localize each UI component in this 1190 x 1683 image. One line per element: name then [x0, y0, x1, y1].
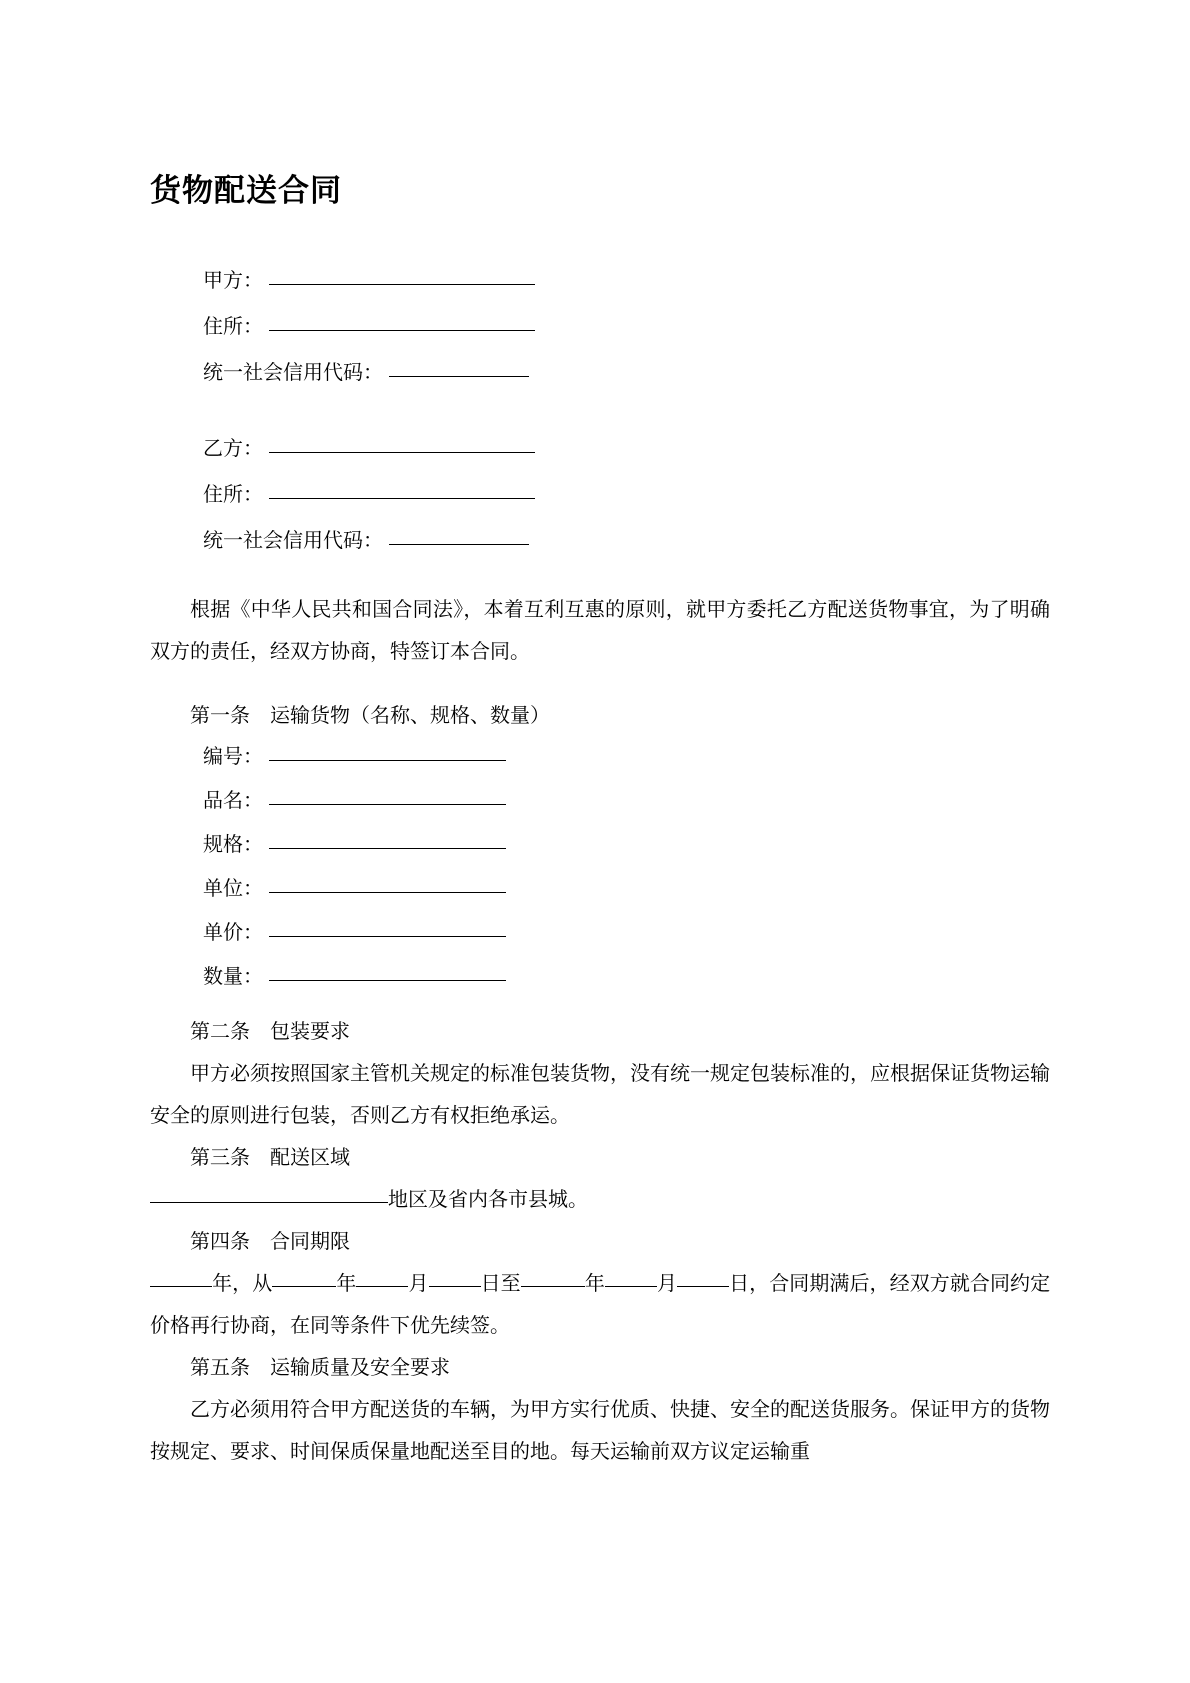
term-tail-text: 双方就合同约定价格再行协商，在同等条件下优先续签。 — [150, 1273, 1051, 1338]
term-end-month-unit: 月 — [656, 1273, 678, 1296]
field-label: 编号： — [203, 746, 263, 769]
clause-5-heading: 运输质量及安全要求 — [270, 1357, 450, 1380]
term-start-month-blank[interactable] — [356, 1286, 408, 1287]
field-row-goods-number — [203, 747, 1050, 767]
term-start-month-unit: 月 — [408, 1273, 429, 1296]
field-row-party-b-address — [203, 485, 1050, 505]
field-label: 单价： — [203, 922, 263, 945]
clause-3-number: 第三条 — [190, 1147, 250, 1170]
field-row-goods-unit — [203, 879, 1050, 899]
clause-3-heading: 配送区域 — [270, 1147, 350, 1170]
delivery-region-suffix: 地区及省内各市县城。 — [388, 1189, 588, 1212]
clause-1-title — [150, 695, 1050, 737]
goods-spec-blank[interactable] — [269, 848, 506, 849]
party-b-credit-code-blank[interactable] — [389, 544, 529, 545]
term-start-year-unit: 年 — [336, 1273, 357, 1296]
clause-3-body — [150, 1179, 1050, 1221]
clause-2-title — [150, 1011, 1050, 1053]
page-title: 货物配送合同 — [150, 173, 342, 208]
field-row-party-b-name — [203, 439, 1050, 459]
clause-2-number: 第二条 — [190, 1021, 250, 1044]
clause-4-title — [150, 1221, 1050, 1263]
field-row-goods-price — [203, 923, 1050, 943]
clause-1-number: 第一条 — [190, 705, 250, 728]
field-label: 单位： — [203, 878, 263, 901]
clause-5-title — [150, 1347, 1050, 1389]
field-label: 住所： — [203, 484, 263, 507]
party-a-name-blank[interactable] — [269, 284, 535, 285]
goods-quantity-blank[interactable] — [269, 980, 506, 981]
term-years-blank[interactable] — [150, 1286, 212, 1287]
goods-number-blank[interactable] — [269, 760, 506, 761]
field-row-goods-quantity — [203, 967, 1050, 987]
field-label: 住所： — [203, 316, 263, 339]
clause-2-heading: 包装要求 — [270, 1021, 350, 1044]
term-end-year-blank[interactable] — [521, 1286, 585, 1287]
party-a-address-blank[interactable] — [269, 330, 535, 331]
field-label: 数量： — [203, 966, 263, 989]
clause-2-body: 甲方必须按照国家主管机关规定的标准包装货物，没有统一规定包装标准的，应根据保证货物运输安全的原则进行包装，否则乙方有权拒绝承运。 — [150, 1063, 1050, 1128]
party-b-address-blank[interactable] — [269, 498, 535, 499]
goods-unit-blank[interactable] — [269, 892, 506, 893]
field-row-party-a-name — [203, 271, 1050, 291]
clause-4-body — [150, 1263, 1050, 1347]
preamble-paragraph: 根据《中华人民共和国合同法》，本着互利互惠的原则，就甲方委托乙方配送货物事宜，为了明确双方的责任，经双方协商，特签订本合同。 — [150, 599, 1050, 664]
clause-3-title — [150, 1137, 1050, 1179]
field-label: 统一社会信用代码： — [203, 362, 383, 385]
goods-name-blank[interactable] — [269, 804, 506, 805]
clause-5-number: 第五条 — [190, 1357, 250, 1380]
term-start-year-blank[interactable] — [272, 1286, 336, 1287]
term-start-day-unit: 日至 — [480, 1273, 521, 1296]
term-end-year-unit: 年 — [584, 1273, 605, 1296]
field-label: 统一社会信用代码： — [203, 530, 383, 553]
field-label: 规格： — [203, 834, 263, 857]
field-label: 品名： — [203, 790, 263, 813]
term-start-day-blank[interactable] — [429, 1286, 481, 1287]
goods-price-blank[interactable] — [269, 936, 506, 937]
goods-field-list — [150, 747, 1050, 987]
parties-section — [150, 271, 1050, 551]
term-years-unit: 年，从 — [212, 1273, 273, 1296]
field-row-party-a-credit-code — [203, 363, 1050, 383]
party-b-name-blank[interactable] — [269, 452, 535, 453]
clause-5-body: 乙方必须用符合甲方配送货的车辆，为甲方实行优质、快捷、安全的配送货服务。保证甲方的货物按规定、要求、时间保质保量地配送至目的地。每天运输前双方议定运输重 — [150, 1399, 1050, 1464]
field-row-goods-spec — [203, 835, 1050, 855]
field-label: 乙方： — [203, 438, 263, 461]
term-end-month-blank[interactable] — [605, 1286, 657, 1287]
party-a-credit-code-blank[interactable] — [389, 376, 529, 377]
field-row-party-a-address — [203, 317, 1050, 337]
clause-4-heading: 合同期限 — [270, 1231, 350, 1254]
delivery-region-blank[interactable] — [150, 1202, 388, 1203]
field-row-party-b-credit-code — [203, 531, 1050, 551]
field-row-goods-name — [203, 791, 1050, 811]
spacer — [150, 673, 1050, 695]
clause-4-number: 第四条 — [190, 1231, 250, 1254]
term-end-day-unit: 日，合同期满后，经 — [729, 1273, 910, 1296]
clause-1-heading: 运输货物（名称、规格、数量） — [270, 705, 550, 728]
term-end-day-blank[interactable] — [677, 1286, 729, 1287]
party-separator — [203, 409, 1050, 439]
document-content — [150, 0, 1050, 1473]
field-label: 甲方： — [203, 270, 263, 293]
